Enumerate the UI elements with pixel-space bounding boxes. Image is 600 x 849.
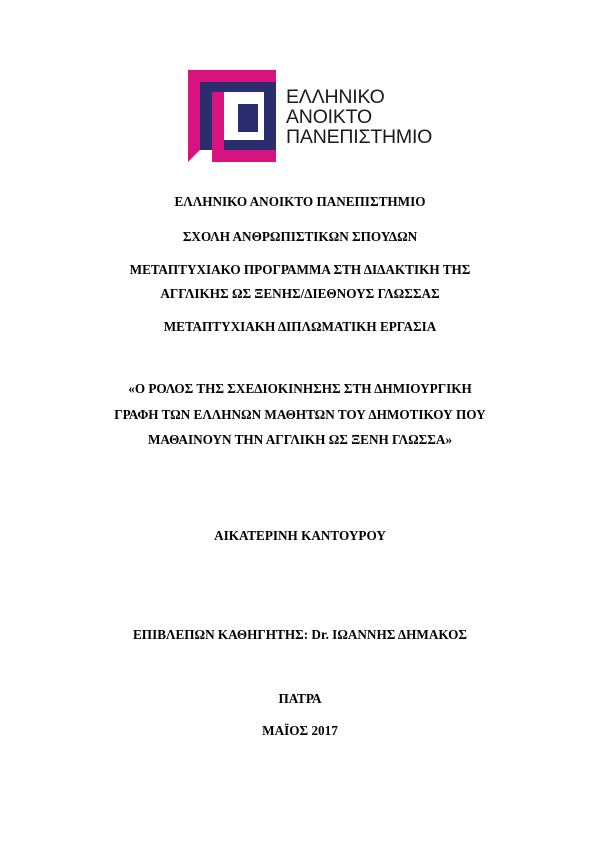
thesis-title-line-2: ΓΡΑΦΗ ΤΩΝ ΕΛΛΗΝΩΝ ΜΑΘΗΤΩΝ ΤΟΥ ΔΗΜΟΤΙΚΟΥ ΠΟΥ [114,407,486,422]
thesis-title-line-3: ΜΑΘΑΙΝΟΥΝ ΤΗΝ ΑΓΓΛΙΚΗ ΩΣ ΞΕΝΗ ΓΛΩΣΣΑ» [147,432,453,447]
logo-line-3: ΠΑΝΕΠΙΣΤΗΜΙΟ [286,126,433,148]
university-logo [188,70,433,162]
school-name: ΣΧΟΛΗ ΑΝΘΡΩΠΙΣΤΙΚΩΝ ΣΠΟΥΔΩΝ [182,229,418,244]
supervisor: ΕΠΙΒΛΕΠΩΝ ΚΑΘΗΓΗΤΗΣ: Dr. ΙΩΑΝΝΗΣ ΔΗΜΑΚΟΣ [133,627,467,642]
thesis-title-line-1: «Ο ΡΟΛΟΣ ΤΗΣ ΣΧΕΔΙΟΚΙΝΗΣΗΣ ΣΤΗ ΔΗΜΙΟΥΡΓΙΚΗ [128,381,472,396]
program-line-1: ΜΕΤΑΠΤΥΧΙΑΚΟ ΠΡΟΓΡΑΜΜΑ ΣΤΗ ΔΙΔΑΚΤΙΚΗ ΤΗΣ [129,262,471,277]
logo-mark-icon [188,70,284,162]
logo-line-2: ΑΝΟΙΚΤΟ [286,106,373,128]
author-name: ΑΙΚΑΤΕΡΙΝΗ ΚΑΝΤΟΥΡΟΥ [214,528,386,543]
logo-line-1: ΕΛΛΗΝΙΚΟ [286,86,385,108]
thesis-type: ΜΕΤΑΠΤΥΧΙΑΚΗ ΔΙΠΛΩΜΑΤΙΚΗ ΕΡΓΑΣΙΑ [163,319,437,334]
city: ΠΑΤΡΑ [278,691,322,706]
date: ΜΑΪΟΣ 2017 [262,723,338,738]
program-line-2: ΑΓΓΛΙΚΗΣ ΩΣ ΞΕΝΗΣ/ΔΙΕΘΝΟΥΣ ΓΛΩΣΣΑΣ [160,286,440,301]
university-name: ΕΛΛΗΝΙΚΟ ΑΝΟΙΚΤΟ ΠΑΝΕΠΙΣΤΗΜΙΟ [174,194,426,209]
logo-wordmark [286,87,432,147]
